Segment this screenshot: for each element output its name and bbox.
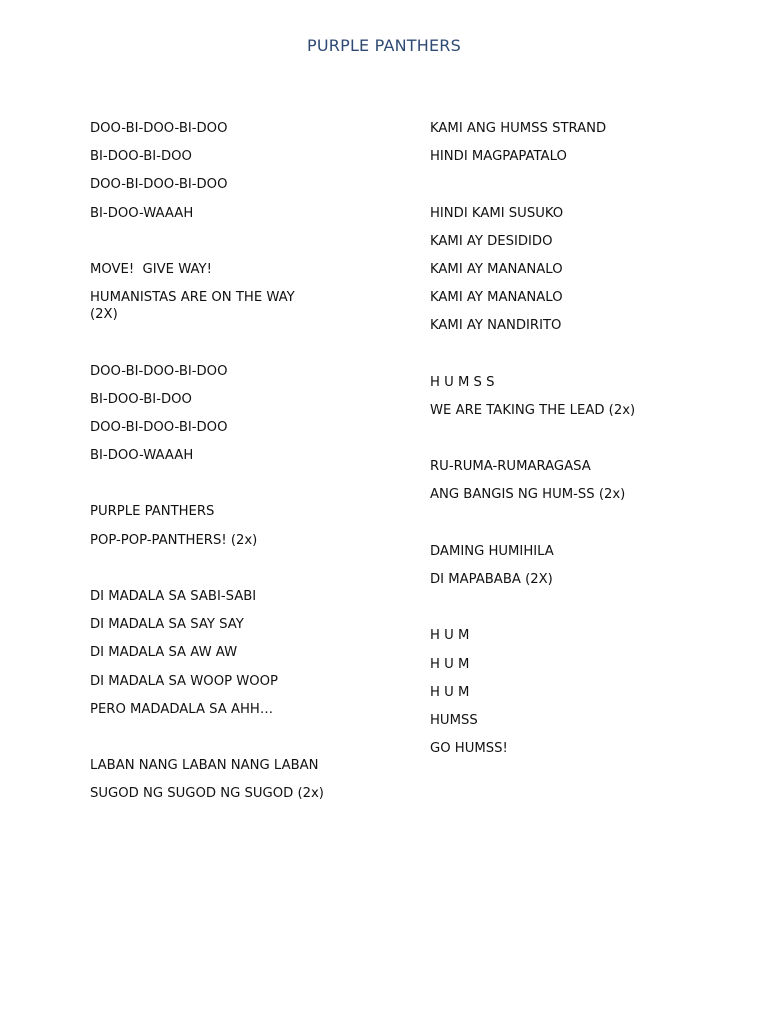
document-title: PURPLE PANTHERS (307, 36, 461, 55)
lyric-line: KAMI ANG HUMSS STRAND (430, 121, 607, 136)
lyric-line: DOO-BI-DOO-BI-DOO (90, 177, 228, 193)
lyric-line: GO HUMSS! (430, 741, 508, 757)
lyric-line: DI MAPABABA (2X) (430, 572, 553, 587)
lyric-line: H U M (430, 656, 470, 672)
lyric-line: POP-POP-PANTHERS! (2x) (90, 532, 258, 548)
lyric-line: DOO-BI-DOO-BI-DOO (90, 121, 228, 136)
stanza-gap (90, 233, 370, 261)
lyric-line: DAMING HUMIHILA (430, 543, 554, 559)
lyric-line: H U M (430, 684, 470, 700)
lyric-line: DI MADALA SA WOOP WOOP (90, 673, 278, 689)
lyric-line: HINDI KAMI SUSUKO (430, 205, 564, 221)
lyric-line: SUGOD NG SUGOD NG SUGOD (2x) (90, 786, 324, 802)
stanza-gap (430, 515, 730, 543)
lyric-line: DOO-BI-DOO-BI-DOO (90, 363, 228, 379)
lyric-line: KAMI AY DESIDIDO (430, 233, 553, 249)
lyric-line: BI-DOO-WAAAH (90, 448, 194, 464)
lyric-line: BI-DOO-BI-DOO (90, 149, 192, 165)
lyric-line: BI-DOO-WAAAH (90, 205, 194, 221)
stanza-gap (90, 560, 370, 588)
lyric-line: LABAN NANG LABAN NANG LABAN (90, 758, 319, 774)
lyric-line: HUMSS (430, 712, 478, 728)
lyric-line: PURPLE PANTHERS (90, 504, 215, 520)
lyric-line: KAMI AY MANANALO (430, 261, 563, 277)
lyric-line: PERO MADADALA SA AHH… (90, 701, 274, 717)
lyric-line: DOO-BI-DOO-BI-DOO (90, 419, 228, 435)
stanza-gap (430, 176, 730, 204)
lyric-line: H U M S S (430, 374, 495, 390)
left-column (90, 120, 370, 814)
lyric-line: HUMANISTAS ARE ON THE WAY (2X) (90, 290, 295, 323)
stanza-gap (90, 729, 370, 757)
lyric-line: KAMI AY NANDIRITO (430, 318, 562, 334)
lyric-line: MOVE! GIVE WAY! (90, 261, 212, 277)
lyric-line: BI-DOO-BI-DOO (90, 391, 192, 407)
lyric-line: DI MADALA SA SAY SAY (90, 617, 244, 633)
lyric-line: DI MADALA SA AW AW (90, 645, 238, 661)
stanza-gap (90, 475, 370, 503)
lyric-line: RU-RUMA-RUMARAGASA (430, 459, 591, 475)
lyric-line: H U M (430, 628, 470, 644)
right-column (430, 120, 730, 768)
stanza-gap (90, 334, 370, 362)
lyric-line: WE ARE TAKING THE LEAD (2x) (430, 402, 636, 418)
stanza-gap (430, 346, 730, 374)
stanza-gap (430, 430, 730, 458)
lyric-line: HINDI MAGPAPATALO (430, 149, 567, 165)
lyric-line: ANG BANGIS NG HUM-SS (2x) (430, 487, 626, 503)
stanza-gap (430, 599, 730, 627)
lyric-line: KAMI AY MANANALO (430, 290, 563, 306)
lyric-line: DI MADALA SA SABI-SABI (90, 589, 257, 604)
